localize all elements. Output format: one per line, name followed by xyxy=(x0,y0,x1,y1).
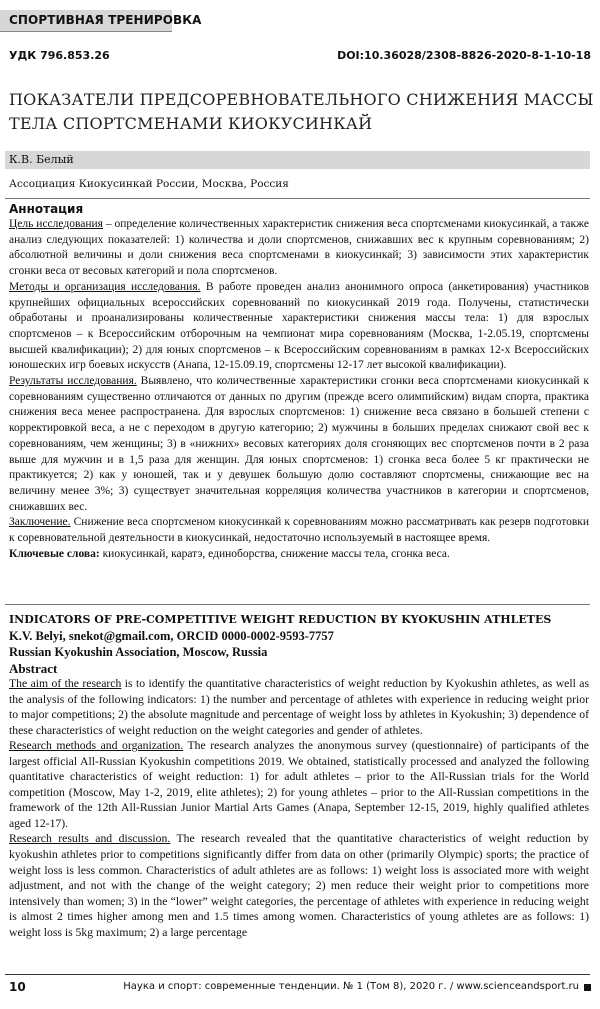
abstract-heading-en: Abstract xyxy=(9,661,58,676)
footer-divider xyxy=(5,974,590,975)
methods-text-en: The research analyzes the anonymous survey (questionnaire) of participants of the largest official All-Russian Kyokushin competitions 2019. We obtained, statistically processed and analyzed the following quantitative characteristics of weight reduction: 1) for adult athletes – prior to the All-Russian trials for the World competition (Moscow, May 1-2, 2019, elite athletes); 2) for young athletes – prior to the All-Russian competitions in the framework of the 12th All-Russian Junior Martial Arts Games (Anapa, September 12-15, 2019, highly qualified athletes aged 12-17). xyxy=(9,739,589,830)
conclusion-text-ru: Снижение веса спортсменом киокусинкай к соревнованиям можно рассматривать как резерв подготовки к соревновательной деятельности в киокусинкай, недостаточно используемый в настоящее время. xyxy=(9,516,589,545)
aim-label-ru: Цель исследования xyxy=(9,218,103,230)
affiliation-en: Russian Kyokushin Association, Moscow, Russia xyxy=(9,645,268,659)
udk-code: УДК 796.853.26 xyxy=(9,49,110,62)
page-footer xyxy=(9,980,591,996)
divider xyxy=(5,604,590,605)
results-label-en: Research results and discussion. xyxy=(9,832,171,846)
methods-label-en: Research methods and organization. xyxy=(9,739,184,753)
conclusion-label-ru: Заключение. xyxy=(9,516,71,529)
abstract-ru xyxy=(9,202,589,562)
results-text-en: The research revealed that the quantitative characteristics of weight reduction by kyokushin athletes prior to competitions significantly differ from data on other (primarily Olympic) sports; the practice of weight loss is less common. Characteristics of adult athletes are as follows: 1) weight loss is associated more with weight adjustment, and not with the change of the weight category; 2) men reduce their weight prior to competitions more intensively than women; 3) in the “lower” weight categories, the percentage of athletes with experience in reducing weight is almost 2 times higher among men and 1.5 times among women. Characteristics of young athletes are as follows: 1) weight loss is 5kg maximum; 2) a large percentage xyxy=(9,832,590,939)
abstract-en xyxy=(9,661,589,940)
square-icon xyxy=(584,984,591,991)
doi-link[interactable]: DOI:10.36028/2308-8826-2020-8-1-10-18 xyxy=(337,49,591,62)
author-ru: К.В. Белый xyxy=(9,153,74,166)
author-bar-ru xyxy=(5,151,590,169)
section-label-text: СПОРТИВНАЯ ТРЕНИРОВКА xyxy=(9,13,202,27)
abstract-heading-ru: Аннотация xyxy=(9,202,84,216)
section-label xyxy=(0,10,202,32)
meta-row xyxy=(9,49,591,65)
methods-label-ru: Методы и организация исследования. xyxy=(9,280,201,293)
aim-text-en: is to identify the quantitative characteristics of weight reduction by Kyokushin athletes, as well as the analysis of the following indicators: 1) the number and percentage of athletes with experience in reducing weight prior to major competitions; 2) the absolute magnitude and percentage of weight loss by athletes in Kyokushin; 3) dependence of these characteristics of weight reduction on the weight categories and gender of athletes. xyxy=(9,677,589,737)
journal-citation: Наука и спорт: современные тенденции. № 1 (Том 8), 2020 г. / www.scienceandsport.ru xyxy=(123,981,579,992)
aim-text-ru: – определение количественных характеристик снижения веса спортсменами киокусинкай, а также анализ следующих показателей: 1) количества и доли спортсменов, снижавших вес к крупным соревнованиям; 2) абсолютной величины и доли снижения веса спортсменами в киокусинкай; 3) зависимости этих характеристик сгонки веса от весовых категорий и пола спортсменов. xyxy=(9,218,590,278)
methods-text-ru: В работе проведен анализ анонимного опроса (анкетирования) участников крупнейших официальных всероссийских соревнований по киокусинкай 2019 года. Получены, статистически обработаны и проанализированы количественные характеристики снижения массы тела: 1) для взрослых спортсменов – к Всероссийским отборочным на чемпионат мира соревнованиям (Москва, 1-2.05.19, спортсмены высшей квалификации); 2) для юных спортсменов – к Всероссийским соревнованиям в рамках 12-х Всероссийских юношеских игр боевых искусств (Анапа, 12-15.09.19, спортсмены 12-17 лет высокой квалификации). xyxy=(9,280,590,372)
keywords-label-ru: Ключевые слова: xyxy=(9,547,100,560)
affiliation-ru: Ассоциация Киокусинкай России, Москва, Россия xyxy=(9,178,289,190)
page-number: 10 xyxy=(9,980,26,994)
results-label-ru: Результаты исследования. xyxy=(9,375,137,388)
author-en: K.V. Belyi, snekot@gmail.com, ORCID 0000-0002-9593-7757 xyxy=(9,629,334,643)
article-title-en: INDICATORS OF PRE-COMPETITIVE WEIGHT REDUCTION BY KYOKUSHIN ATHLETES xyxy=(9,613,552,626)
keywords-text-ru: киокусинкай, каратэ, единоборства, снижение массы тела, сгонка веса. xyxy=(99,547,450,560)
aim-label-en: The aim of the research xyxy=(9,677,122,690)
results-text-ru: Выявлено, что количественные характеристики сгонки веса спортсменами киокусинкай к соревнованиям существенно отличаются от данных по другим (прежде всего олимпийским) видам спорта, практика снижения веса менее распространена. Для взрослых спортсменов: 1) снижение веса связано в большей степени с корректировкой веса, а не с переходом в другую категорию; 2) мужчины в больших пределах снижают свой вес к соревнованиям, чем женщины; 3) в «нижних» весовых категориях доля сгоняющих вес спортсменов почти в 2 раза выше для мужчин и в 1,5 раза для женщин. Для юных спортсменов: 1) сгонка веса более 5 кг практически не практикуется; 2) как у юношей, так и у девушек большую долю составляют спортсмены, снижающие вес на величину менее 3%; 3) существует значительная корреляция количества участников в категории и спортсменов, снижавших вес. xyxy=(9,375,589,513)
article-title-ru: ПОКАЗАТЕЛИ ПРЕДСОРЕВНОВАТЕЛЬНОГО СНИЖЕНИЯ МАССЫ ТЕЛА СПОРТСМЕНАМИ КИОКУСИНКАЙ xyxy=(9,90,594,133)
divider xyxy=(5,198,590,199)
